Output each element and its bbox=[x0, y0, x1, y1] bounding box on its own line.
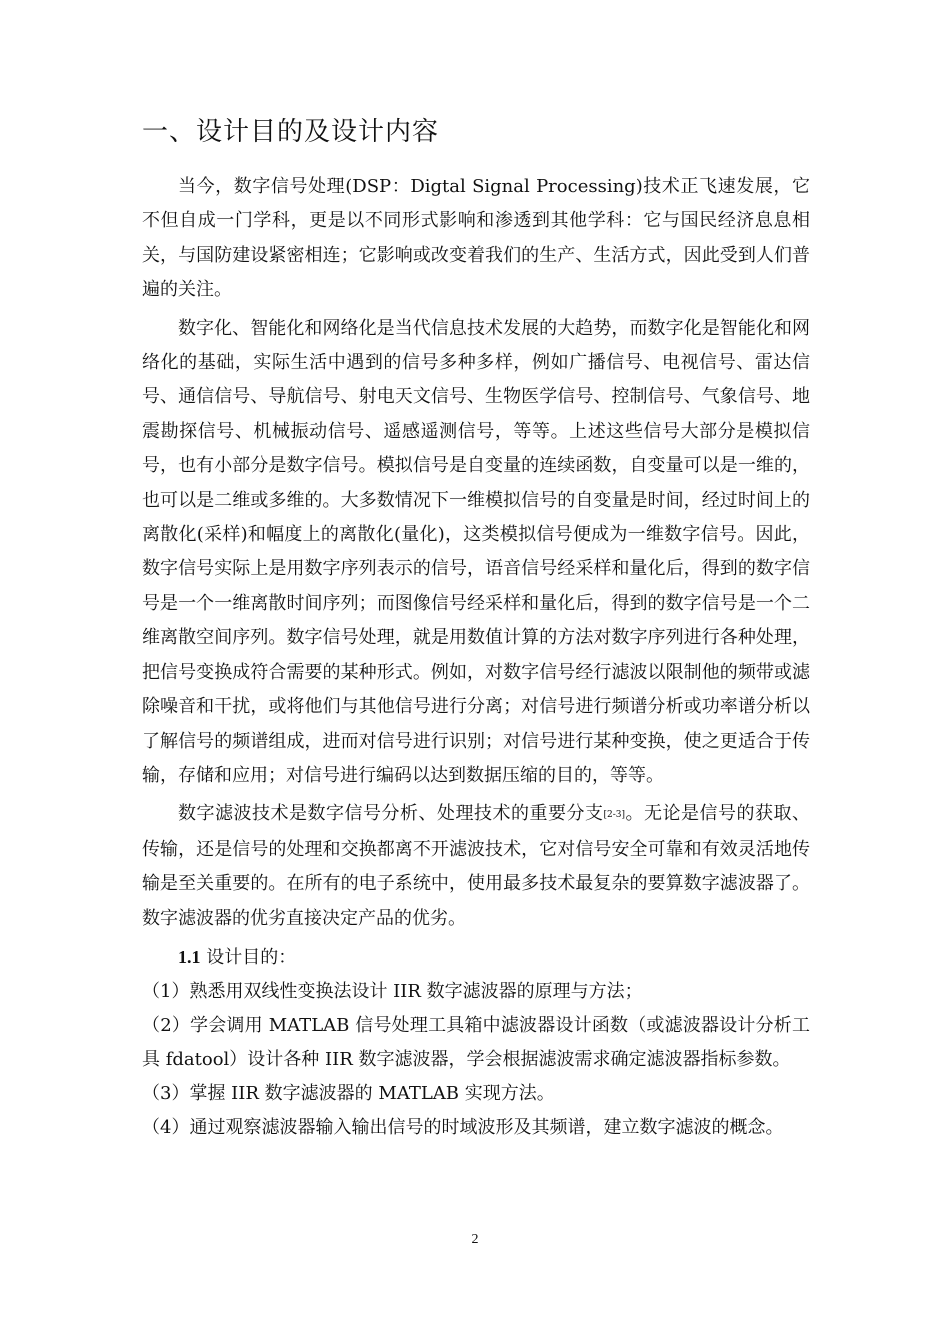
list-item: （4）通过观察滤波器输入输出信号的时域波形及其频谱，建立数字滤波的概念。 bbox=[142, 1116, 784, 1138]
subsection-number: 1.1 bbox=[178, 946, 201, 967]
subsection-title: 设计目的： bbox=[200, 946, 297, 968]
paragraph-intro: 当今，数字信号处理(DSP：Digtal Signal Processing)技术正飞速发展，它不但自成一门学科，更是以不同形式影响和渗透到其他学科：它与国民经济息息相关，与国防建设紧密相连；它影响或改变着我们的生产、生活方式，因此受到人们普遍的关注。 bbox=[142, 176, 810, 301]
section-title: 一、设计目的及设计内容 bbox=[142, 117, 440, 147]
citation-marker: [2-3] bbox=[603, 810, 626, 821]
page-content bbox=[142, 112, 810, 1145]
subsection-heading bbox=[142, 940, 810, 975]
list-item: （1）熟悉用双线性变换法设计 IIR 数字滤波器的原理与方法； bbox=[142, 980, 643, 1002]
list-item: （3）掌握 IIR 数字滤波器的 MATLAB 实现方法。 bbox=[142, 1082, 555, 1104]
paragraph-digital-filtering bbox=[142, 797, 810, 936]
paragraph-text-after-citation: 。无论是信号的获取、传输，还是信号的处理和交换都离不开滤波技术，它对信号安全可靠和有效灵活地传输是至关重要的。在所有的电子系统中，使用最多技术最复杂的要算数字滤波器了。数字滤波器的优劣直接决定产品的优劣。 bbox=[142, 803, 811, 929]
list-item: （2）学会调用 MATLAB 信号处理工具箱中滤波器设计函数（或滤波器设计分析工具 fdatool）设计各种 IIR 数字滤波器，学会根据滤波需求确定滤波器指标参数。 bbox=[142, 1014, 810, 1070]
page-number: 2 bbox=[471, 1232, 479, 1247]
paragraph-digitalization: 数字化、智能化和网络化是当代信息技术发展的大趋势，而数字化是智能化和网络化的基础，实际生活中遇到的信号多种多样，例如广播信号、电视信号、雷达信号、通信信号、导航信号、射电天文信号、生物医学信号、控制信号、气象信号、地震勘探信号、机械振动信号、遥感遥测信号，等等。上述这些信号大部分是模拟信号，也有小部分是数字信号。模拟信号是自变量的连续函数，自变量可以是一维的，也可以是二维或多维的。大多数情况下一维模拟信号的自变量是时间，经过时间上的离散化(采样)和幅度上的离散化(量化)，这类模拟信号便成为一维数字信号。因此，数字信号实际上是用数字序列表示的信号，语音信号经采样和量化后，得到的数字信号是一个一维离散时间序列；而图像信号经采样和量化后，得到的数字信号是一个二维离散空间序列。数字信号处理，就是用数值计算的方法对数字序列进行各种处理，把信号变换成符合需要的某种形式。例如，对数字信号经行滤波以限制他的频带或滤除噪音和干扰，或将他们与其他信号进行分离；对信号进行频谱分析或功率谱分析以了解信号的频谱组成，进而对信号进行识别；对信号进行某种变换，使之更适合于传输，存储和应用；对信号进行编码以达到数据压缩的目的，等等。 bbox=[142, 317, 810, 786]
paragraph-text-before-citation: 数字滤波技术是数字信号分析、处理技术的重要分支 bbox=[178, 803, 604, 825]
